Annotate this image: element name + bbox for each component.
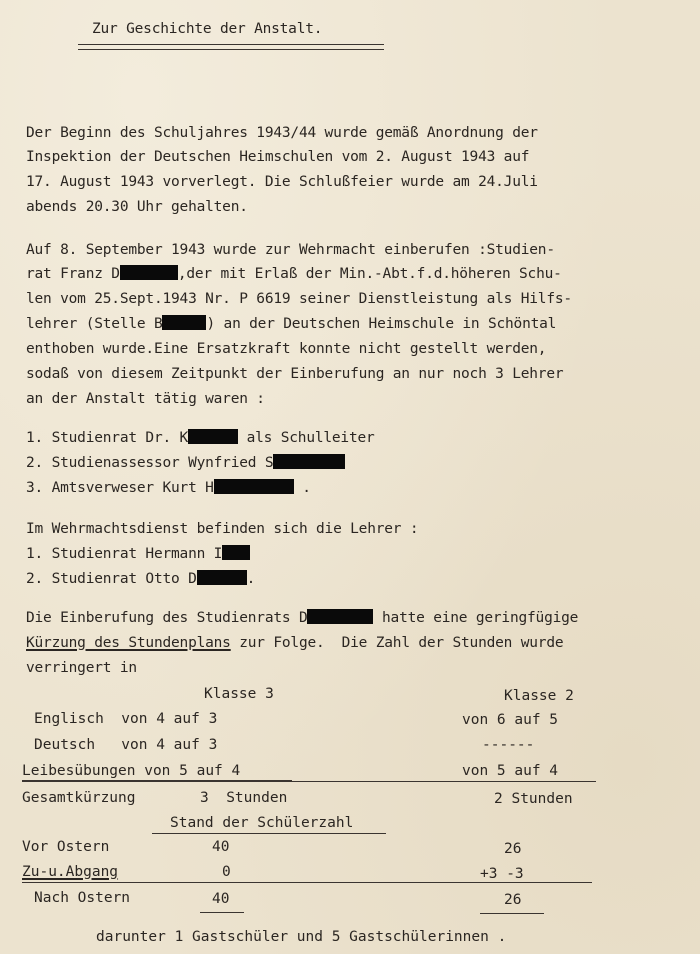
para2-line: sodaß von diesem Zeitpunkt der Einberufung an nur noch 3 Lehrer (26, 366, 564, 382)
para2-line: an der Anstalt tätig waren : (26, 391, 265, 407)
teacher-text: . (302, 480, 311, 496)
table-sum-rule (22, 781, 596, 782)
para2-text: rat Franz D (26, 266, 120, 282)
para2-line (26, 265, 562, 283)
para3-underlined-text: Kürzung des Stundenplans (26, 635, 231, 651)
military-text: 1. Studienrat Hermann I (26, 546, 223, 562)
title-double-underline (78, 44, 384, 50)
total-k3: 3 Stunden (200, 790, 288, 806)
teacher-text: 2. Studienassessor Wynfried S (26, 455, 274, 471)
pupils-row-k2: 26 (504, 892, 522, 908)
para1-line: Der Beginn des Schuljahres 1943/44 wurde gemäß Anordnung der (26, 125, 538, 141)
para1-line: Inspektion der Deutschen Heimschulen vom 2. August 1943 auf (26, 149, 530, 165)
para3-line (26, 634, 563, 652)
pupils-row-label: Nach Ostern (34, 890, 131, 906)
para2-text: ,der mit Erlaß der Min.-Abt.f.d.höheren Schu- (177, 266, 562, 282)
teacher-item (26, 429, 375, 447)
redaction-bar (188, 429, 238, 444)
table-row-k2: von 6 auf 5 (462, 712, 559, 728)
redaction-bar (120, 265, 178, 280)
pupils-heading-underline (152, 833, 386, 834)
pupils-final-underline-k3 (200, 912, 244, 913)
teacher-text: als Schulleiter (246, 430, 375, 446)
table-row-k3: Leibesübungen von 5 auf 4 (22, 763, 241, 779)
redaction-bar (162, 315, 206, 330)
redaction-bar (222, 545, 250, 560)
para1-line: 17. August 1943 vorverlegt. Die Schlußfeier wurde am 24.Juli (26, 174, 538, 190)
pupils-footer: darunter 1 Gastschüler und 5 Gastschülerinnen . (96, 929, 507, 945)
pupils-row-k3: 40 (212, 839, 230, 855)
pupils-final-underline-k2 (480, 913, 544, 914)
total-k2: 2 Stunden (494, 791, 573, 807)
table-row-k2: ------ (482, 737, 535, 753)
pupils-row-k3: 0 (222, 864, 231, 880)
teacher-text: 1. Studienrat Dr. K (26, 430, 189, 446)
pupils-row-k2: 26 (504, 841, 522, 857)
redaction-bar (214, 479, 294, 494)
table-row-k3: Englisch von 4 auf 3 (34, 711, 218, 727)
table-row-k3: Deutsch von 4 auf 3 (34, 737, 218, 753)
total-label: Gesamtkürzung (22, 790, 136, 806)
redaction-bar (197, 570, 247, 585)
para3-text: hatte eine geringfügige (382, 610, 579, 626)
para2-text: lehrer (Stelle B (26, 316, 163, 332)
teacher-item (26, 454, 345, 472)
para2-text: ) an der Deutschen Heimschule in Schöntal (206, 316, 557, 332)
military-intro: Im Wehrmachtsdienst befinden sich die Lehrer : (26, 521, 419, 537)
military-item (26, 570, 255, 588)
para3-line (26, 609, 578, 627)
military-text: . (246, 571, 256, 587)
pupils-row-label: Zu-u.Abgang (22, 864, 119, 880)
table-row-k2: von 5 auf 4 (462, 763, 559, 779)
redaction-bar (307, 609, 373, 624)
para2-line: enthoben wurde.Eine Ersatzkraft konnte nicht gestellt werden, (26, 341, 547, 357)
military-text: 2. Studienrat Otto D (26, 571, 197, 587)
table-header-klasse2: Klasse 2 (504, 688, 574, 704)
pupils-row-k2: +3 -3 (480, 866, 524, 882)
para3-line: verringert in (26, 660, 137, 676)
redaction-bar (273, 454, 345, 469)
pupils-sum-rule (22, 882, 592, 883)
pupils-row-label: Vor Ostern (22, 839, 110, 855)
para3-text: zur Folge. Die Zahl der Stunden wurde (230, 635, 564, 651)
para2-line: len vom 25.Sept.1943 Nr. P 6619 seiner Dienstleistung als Hilfs- (26, 291, 572, 307)
pupils-heading: Stand der Schülerzahl (170, 815, 354, 831)
table-header-klasse3: Klasse 3 (204, 686, 274, 702)
document-title: Zur Geschichte der Anstalt. (92, 21, 323, 37)
para3-text: Die Einberufung des Studienrats D (26, 610, 308, 626)
pupils-row-k3: 40 (212, 891, 230, 907)
military-item (26, 545, 250, 563)
para2-line (26, 315, 556, 333)
teacher-text: 3. Amtsverweser Kurt H (26, 480, 214, 496)
para2-line: Auf 8. September 1943 wurde zur Wehrmacht einberufen :Studien- (26, 242, 555, 258)
teacher-item (26, 479, 311, 497)
para1-line: abends 20.30 Uhr gehalten. (26, 199, 248, 215)
